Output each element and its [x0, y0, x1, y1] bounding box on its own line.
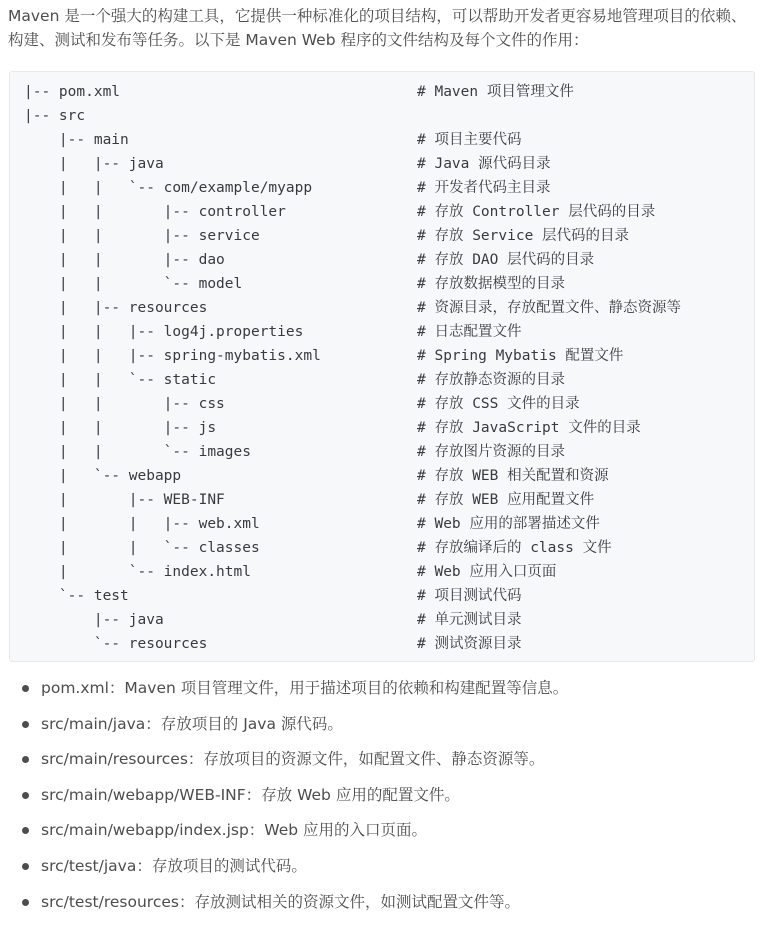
tree-comment: # 存放 WEB 相关配置和资源: [417, 468, 609, 484]
bullet-dot-icon: [22, 899, 29, 906]
tree-path: | | `-- images: [24, 444, 251, 460]
bullet-text: src/test/java：存放项目的测试代码。: [41, 857, 307, 875]
tree-path: | |-- resources: [24, 300, 208, 316]
code-line: [24, 464, 609, 488]
code-line: [24, 584, 521, 608]
code-line: [24, 296, 681, 320]
intro-paragraph: Maven 是一个强大的构建工具，它提供一种标准化的项目结构，可以帮助开发者更容易地管理项目的依赖、构建、测试和发布等任务。以下是 Maven Web 程序的文件结构及每个文件的作用：: [8, 7, 747, 49]
code-line: [24, 632, 521, 656]
code-line: [24, 80, 574, 104]
tree-comment: # 存放编译后的 class 文件: [417, 540, 612, 556]
code-line: [24, 200, 655, 224]
code-line: [24, 368, 565, 392]
tree-comment: # 资源目录，存放配置文件、静态资源等: [417, 300, 681, 316]
tree-path: `-- test: [24, 588, 129, 604]
tree-comment: # 存放 JavaScript 文件的目录: [417, 420, 641, 436]
code-line: [24, 440, 565, 464]
tree-comment: # 存放 Service 层代码的目录: [417, 228, 630, 244]
tree-path: | `-- webapp: [24, 468, 182, 484]
bullet-dot-icon: [22, 756, 29, 763]
tree-path: | | |-- dao: [24, 252, 225, 268]
tree-path: | | `-- model: [24, 276, 243, 292]
tree-comment: # Web 应用入口页面: [417, 564, 557, 580]
tree-comment: # 日志配置文件: [417, 324, 522, 340]
bullet-text: src/main/webapp/WEB-INF：存放 Web 应用的配置文件。: [41, 785, 460, 804]
code-line: [24, 392, 580, 416]
tree-path: | | |-- js: [24, 420, 217, 436]
tree-comment: # 存放数据模型的目录: [417, 276, 565, 292]
tree-path: | | |-- spring-mybatis.xml: [24, 348, 321, 364]
tree-comment: # 存放静态资源的目录: [417, 372, 565, 388]
tree-comment: # 测试资源目录: [417, 636, 522, 652]
code-line: [24, 272, 565, 296]
bullet-text: pom.xml：Maven 项目管理文件，用于描述项目的依赖和构建配置等信息。: [41, 679, 569, 697]
tree-path: |-- java: [24, 612, 164, 628]
code-line: [24, 488, 594, 512]
code-line: [24, 104, 417, 128]
tree-path: | | `-- static: [24, 372, 217, 388]
code-line: [24, 320, 521, 344]
tree-comment: # Java 源代码目录: [417, 156, 551, 172]
tree-path: | | `-- classes: [24, 540, 260, 556]
tree-path: | | |-- controller: [24, 204, 286, 220]
code-line: [24, 536, 612, 560]
tree-comment: # 存放 WEB 应用配置文件: [417, 492, 595, 508]
tree-comment: # 存放 CSS 文件的目录: [417, 396, 580, 412]
tree-comment: # Web 应用的部署描述文件: [417, 516, 600, 532]
code-block: [9, 71, 755, 662]
tree-comment: # 项目测试代码: [417, 588, 522, 604]
bullet-text: src/main/java：存放项目的 Java 源代码。: [41, 714, 343, 733]
code-line: [24, 512, 600, 536]
code-line: [24, 416, 641, 440]
code-line: [24, 560, 556, 584]
tree-path: | | `-- com/example/myapp: [24, 180, 313, 196]
tree-path: | | |-- service: [24, 228, 260, 244]
code-line: [24, 248, 594, 272]
tree-path: | | |-- css: [24, 396, 225, 412]
bullet-dot-icon: [22, 827, 29, 834]
tree-comment: # 开发者代码主目录: [417, 180, 551, 196]
code-line: [24, 344, 623, 368]
bullet-dot-icon: [22, 685, 29, 692]
bullet-text: src/main/resources：存放项目的资源文件，如配置文件、静态资源等。: [41, 750, 545, 769]
code-line: [24, 128, 521, 152]
tree-comment: # 存放 DAO 层代码的目录: [417, 252, 595, 268]
bullet-text: src/main/webapp/index.jsp：Web 应用的入口页面。: [41, 821, 428, 840]
tree-path: | | |-- web.xml: [24, 516, 260, 532]
tree-path: | `-- index.html: [24, 564, 251, 580]
code-line: [24, 224, 629, 248]
code-line: [24, 152, 551, 176]
bullet-dot-icon: [22, 863, 29, 870]
tree-comment: # Spring Mybatis 配置文件: [417, 348, 624, 364]
tree-path: | | |-- log4j.properties: [24, 324, 304, 340]
code-line: [24, 176, 550, 200]
tree-path: `-- resources: [24, 636, 208, 652]
tree-comment: # Maven 项目管理文件: [417, 84, 574, 100]
tree-path: |-- src: [24, 108, 86, 124]
tree-comment: # 项目主要代码: [417, 132, 522, 148]
tree-path: |-- main: [24, 132, 129, 148]
tree-comment: # 存放图片资源的目录: [417, 444, 565, 460]
bullet-dot-icon: [22, 792, 29, 799]
code-line: [24, 608, 521, 632]
bullet-dot-icon: [22, 721, 29, 728]
tree-comment: # 存放 Controller 层代码的目录: [417, 204, 656, 220]
tree-path: |-- pom.xml: [24, 84, 121, 100]
tree-comment: # 单元测试目录: [417, 612, 522, 628]
tree-path: | |-- WEB-INF: [24, 492, 225, 508]
tree-path: | |-- java: [24, 156, 164, 172]
bullet-text: src/test/resources：存放测试相关的资源文件，如测试配置文件等。: [41, 892, 520, 911]
